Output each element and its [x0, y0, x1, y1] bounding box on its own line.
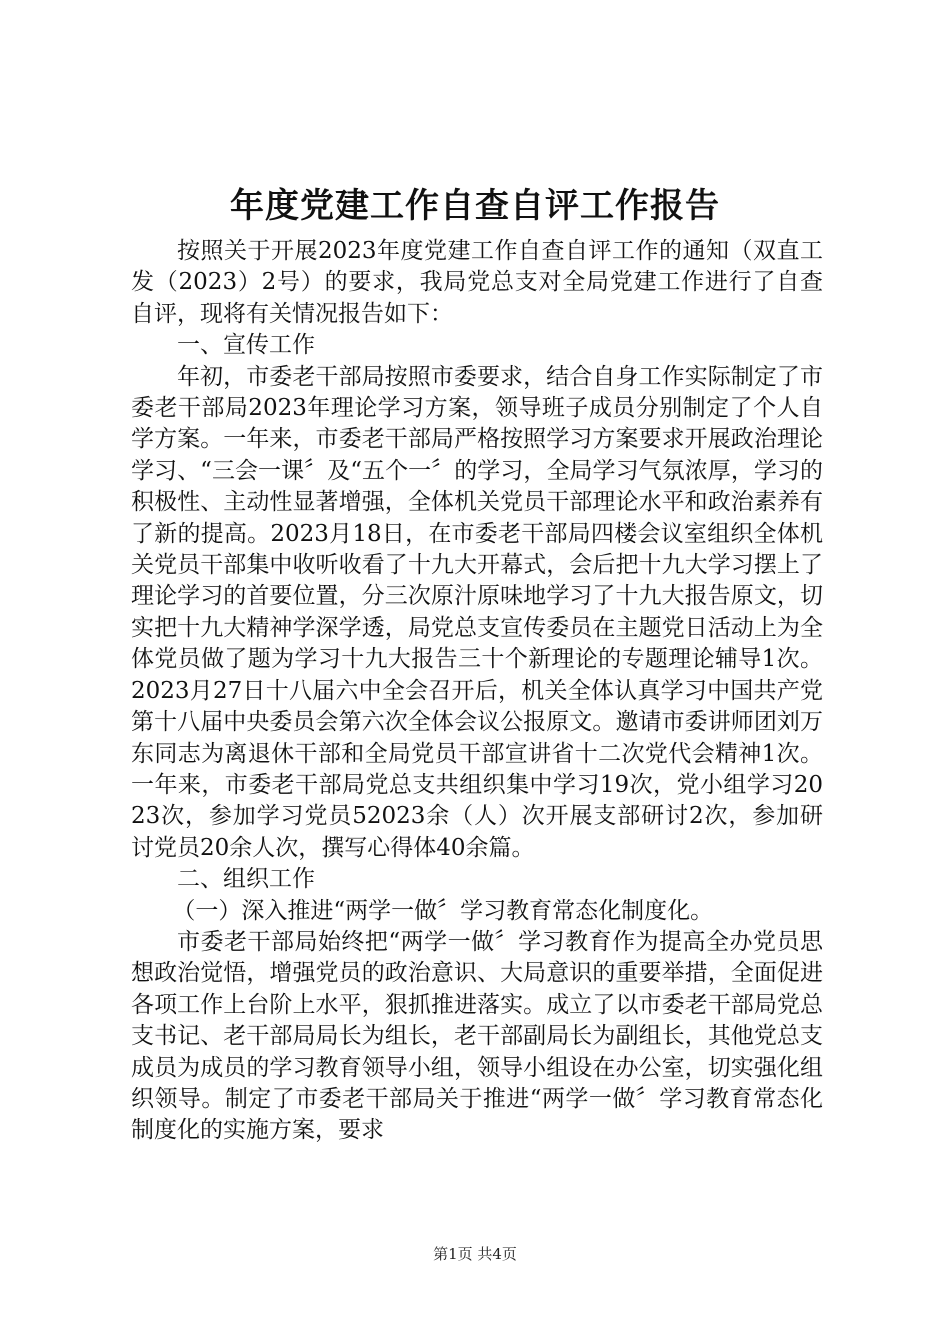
subsection-heading: （一）深入推进“两学一做〞学习教育常态化制度化。: [172, 897, 714, 924]
intro-paragraph: 按照关于开展2023年度党建工作自查自评工作的通知（双直工发（2023）2号）的要求，我局党总支对全局党建工作进行了自查自评，现将有关情况报告如下：: [131, 238, 823, 327]
page-number-footer: 第1页 共4页: [433, 1245, 517, 1263]
document-title: 年度党建工作自查自评工作报告: [230, 186, 720, 226]
section-heading-publicity: 一、宣传工作: [177, 332, 315, 359]
publicity-paragraph: 年初，市委老干部局按照市委要求，结合自身工作实际制定了市委老干部局2023年理论学习方案，领导班子成员分别制定了个人自学方案。一年来，市委老干部局严格按照学习方案要求开展政治理论学习、“三会一课〞及“五个一〞的学习，全局学习气氛浓厚，学习的积极性、主动性显著增强，全体机关党员干部理论水平和政治素养有了新的提高。2023月18日，在市委老干部局四楼会议室组织全体机关党员干部集中收听收看了十九大开幕式，会后把十九大学习摆上了理论学习的首要位置，分三次原汁原味地学习了十九大报告原文，切实把十九大精神学深学透，局党总支宣传委员在主题党日活动上为全体党员做了题为学习十九大报告三十个新理论的专题理论辅导1次。2023月27日十八届六中全会召开后，机关全体认真学习中国共产党第十八届中央委员会第六次全体会议公报原文。邀请市委讲师团刘万东同志为离退休干部和全局党员干部宣讲省十二次党代会精神1次。一年来，市委老干部局党总支共组织集中学习19次，党小组学习2023次，参加学习党员52023余（人）次开展支部研讨2次，参加研讨党员20余人次，撰写心得体40余篇。: [131, 363, 823, 861]
document-body: [131, 236, 823, 1147]
organization-paragraph: 市委老干部局始终把“两学一做〞学习教育作为提高全办党员思想政治觉悟，增强党员的政治意识、大局意识的重要举措，全面促进各项工作上台阶上水平，狠抓推进落实。成立了以市委老干部局党总支书记、老干部局局长为组长，老干部副局长为副组长，其他党总支成员为成员的学习教育领导小组，领导小组设在办公室，切实强化组织领导。制定了市委老干部局关于推进“两学一做〞学习教育常态化制度化的实施方案，要求: [131, 928, 823, 1144]
section-heading-organization: 二、组织工作: [177, 866, 315, 893]
